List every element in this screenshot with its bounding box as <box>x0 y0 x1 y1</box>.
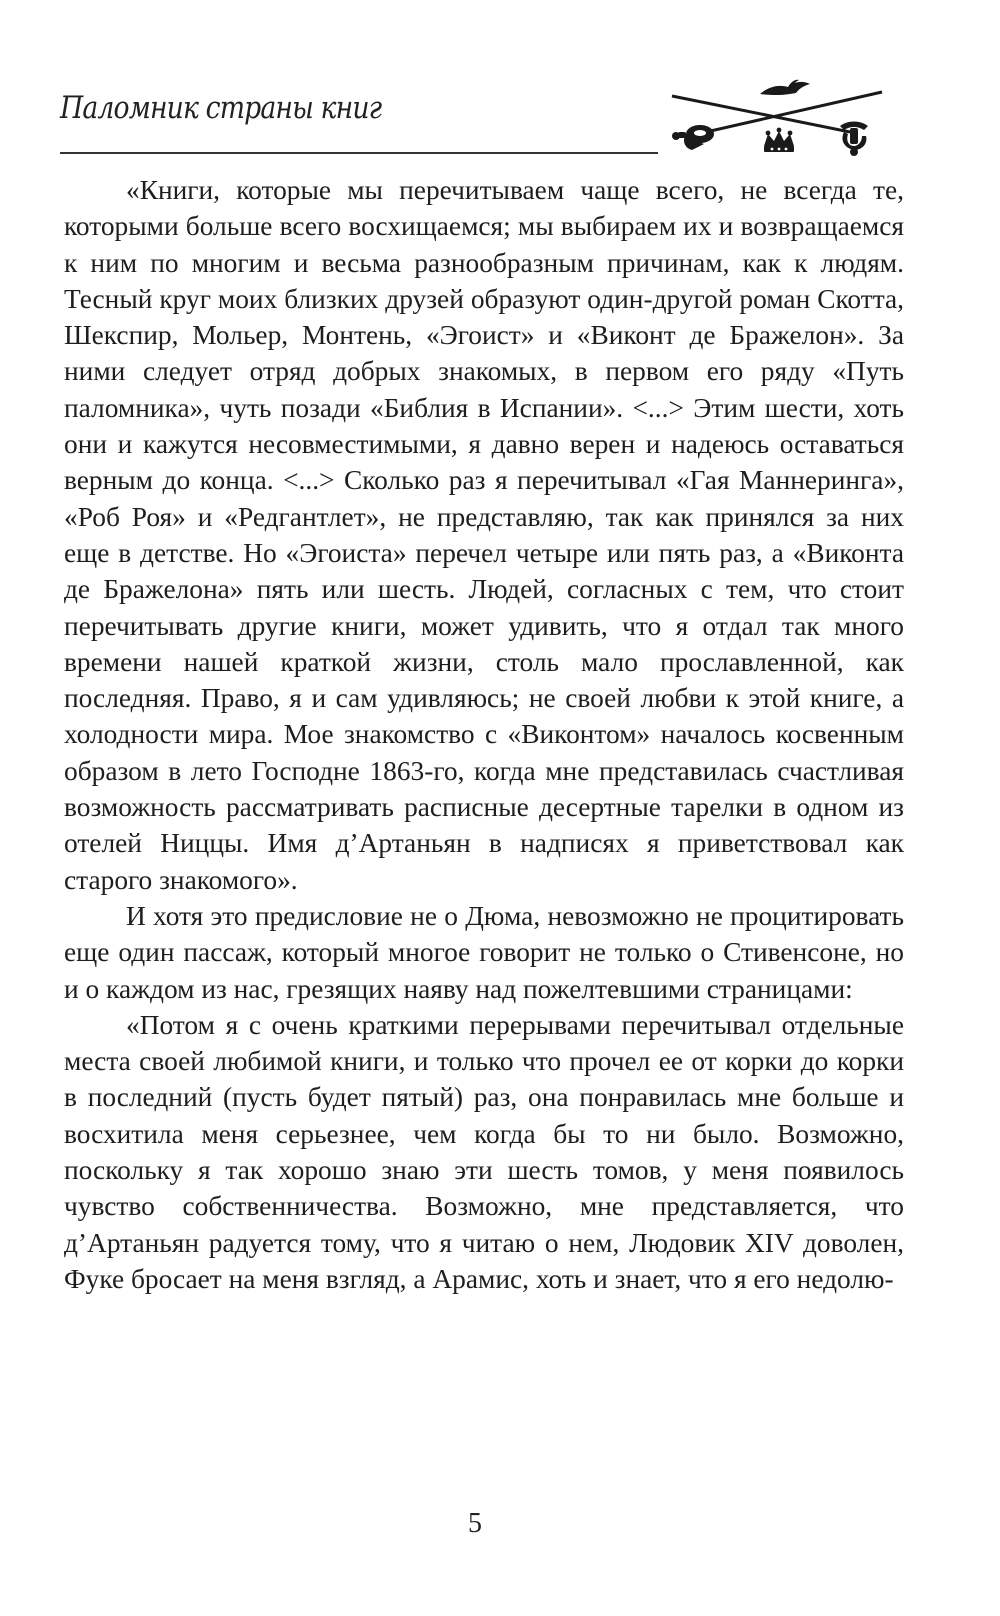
paragraph-1: «Книги, которые мы перечитываем чаще всего, не всегда те, которыми больше всего восхищаемся; мы выбираем их и возвращаемся к ним по многим и весьма разнообразным причинам, как к людям. Тесный круг моих близких друзей образуют один-другой роман Скотта, Шекспир, Мольер, Монтень, «Эгоист» и «Виконт де Бражелон». За ними следует отряд добрых знакомых, в первом его ряду «Путь паломника», чуть позади «Библия в Испании». <...> Этим шести, хоть они и кажутся несовместимыми, я давно верен и надеюсь оставаться верным до конца. <...> Сколько раз я перечитывал «Гая Маннеринга», «Роб Роя» и «Редгантлет», не представляю, так как принялся за них еще в детстве. Но «Эгоиста» перечел четыре или пять раз, а «Виконта де Бражелона» пять или шесть. Людей, согласных с тем, что стоит перечитывать другие книги, может удивить, что я отдал так много времени нашей краткой жизни, столь мало прославленной, как последняя. Право, я и сам удивляюсь; не своей любви к этой книге, а холодности мира. Мое знакомство с «Виконтом» началось косвенным образом в лето Господне 1863-го, когда мне представилась счастливая возможность рассматривать расписные десертные тарелки в одном из отелей Ниццы. Имя д’Артаньян в надписях я приветствовал как старого знакомого». <box>64 175 904 895</box>
running-head: Паломник страны книг <box>60 90 382 126</box>
body-text <box>64 172 904 1297</box>
page-number: 5 <box>468 1508 482 1539</box>
paragraph-2: И хотя это предисловие не о Дюма, невозможно не процитировать еще один пассаж, который многое говорит не только о Стивенсоне, но и о каждом из нас, грезящих наяву над пожелтевшими страницами: <box>64 900 904 1004</box>
header-rule <box>60 152 658 154</box>
paragraph-3: «Потом я с очень краткими перерывами перечитывал отдельные места своей любимой книги, и только что прочел ее от корки до корки в последний (пусть будет пятый) раз, она понравилась мне больше и восхитила меня серьезнее, чем когда бы то ни было. Возможно, поскольку я так хорошо знаю эти шесть томов, у меня появилось чувство собственничества. Возможно, мне представляется, что д’Артаньян радуется тому, что я читаю о нем, Людовик XIV доволен, Фуке бросает на меня взгляд, а Арамис, хоть и знает, что я его недолю- <box>64 1009 904 1294</box>
crossed-swords-crown-eagle-icon <box>664 78 894 162</box>
